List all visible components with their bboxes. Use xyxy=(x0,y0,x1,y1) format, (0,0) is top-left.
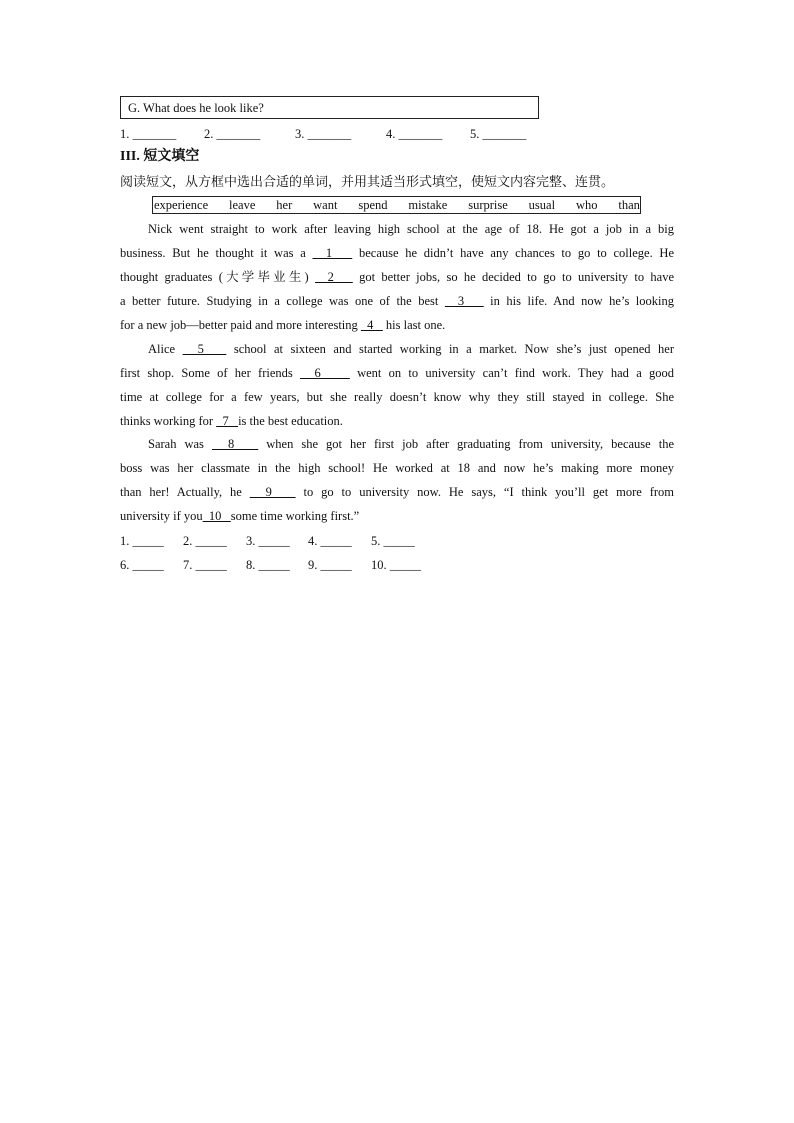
word-bank-item: than xyxy=(618,198,640,212)
word-bank-item: mistake xyxy=(408,198,448,212)
paragraph-nick xyxy=(120,217,674,337)
section-instructions: 阅读短文，从方框中选出合适的单词，并用其适当形式填空，使短文内容完整、连贯。 xyxy=(120,174,615,189)
blank-1[interactable]: 1 xyxy=(312,246,353,260)
word-bank-item: want xyxy=(313,198,338,212)
text-line: boss was her classmate in the high school! He worked at 18 and now he’s making more money xyxy=(120,461,674,475)
word-bank-item: spend xyxy=(358,198,388,212)
text-line: business. But he thought it was a 1 because he didn’t have any chances to go to college. He xyxy=(120,246,674,260)
text-line: thought graduates (大学毕业生) 2 got better jobs, so he decided to go to university to have xyxy=(120,270,674,284)
answer-blank[interactable]: 1. _______ xyxy=(120,127,177,141)
part2-answer-row xyxy=(120,125,526,143)
part3-answer-row-2 xyxy=(120,556,421,574)
answer-blank[interactable]: 4. _______ xyxy=(386,127,443,141)
answer-blank[interactable]: 5. _____ xyxy=(371,534,415,548)
text-line: Nick went straight to work after leaving high school at the age of 18. He got a job in a big xyxy=(148,222,674,236)
option-g-text: G. What does he look like? xyxy=(128,101,264,115)
text-line: thinks working for 7 is the best education. xyxy=(120,414,343,428)
word-bank-item: who xyxy=(575,198,598,212)
answer-blank[interactable]: 8. _____ xyxy=(246,558,290,572)
answer-blank[interactable]: 5. _______ xyxy=(470,127,527,141)
blank-4[interactable]: 4 xyxy=(360,318,383,332)
text-line: first shop. Some of her friends 6 went on to university can’t find work. They had a good xyxy=(120,366,675,380)
blank-10[interactable]: 10 xyxy=(202,509,231,523)
blank-6[interactable]: 6 xyxy=(300,366,350,380)
answer-blank[interactable]: 4. _____ xyxy=(308,534,352,548)
section-title: III. 短文填空 xyxy=(120,149,200,164)
text-line: than her! Actually, he 9 to go to university now. He says, “I think you’ll get more from xyxy=(120,485,675,499)
blank-8[interactable]: 8 xyxy=(211,437,259,451)
answer-blank[interactable]: 3. _____ xyxy=(246,534,290,548)
paragraph-sarah xyxy=(120,432,674,528)
word-bank-item: surprise xyxy=(468,198,508,212)
answer-blank[interactable]: 2. _______ xyxy=(204,127,261,141)
option-g-box xyxy=(120,96,539,119)
word-bank-item: leave xyxy=(229,198,256,212)
word-bank-item: experience xyxy=(154,198,209,212)
answer-blank[interactable]: 10. _____ xyxy=(371,558,421,572)
answer-blank[interactable]: 1. _____ xyxy=(120,534,164,548)
text-line: for a new job—better paid and more interesting 4 his last one. xyxy=(120,318,446,332)
text-line: Sarah was 8 when she got her first job after graduating from university, because the xyxy=(148,437,675,451)
blank-7[interactable]: 7 xyxy=(216,414,239,428)
answer-blank[interactable]: 6. _____ xyxy=(120,558,164,572)
answer-blank[interactable]: 2. _____ xyxy=(183,534,227,548)
word-bank-item: her xyxy=(276,198,293,212)
blank-2[interactable]: 2 xyxy=(314,270,353,284)
text-line: time at college for a few years, but she really doesn’t know why they still stayed in college. She xyxy=(120,390,674,404)
answer-blank[interactable]: 7. _____ xyxy=(183,558,227,572)
blank-5[interactable]: 5 xyxy=(182,342,227,356)
word-bank-item: usual xyxy=(528,198,556,212)
text-line: a better future. Studying in a college was one of the best 3 in his life. And now he’s looking xyxy=(120,294,675,308)
text-line: university if you 10 some time working first.” xyxy=(120,509,360,523)
blank-9[interactable]: 9 xyxy=(249,485,296,499)
answer-blank[interactable]: 9. _____ xyxy=(308,558,352,572)
text-line: Alice 5 school at sixteen and started working in a market. Now she’s just opened her xyxy=(148,342,674,356)
answer-blank[interactable]: 3. _______ xyxy=(295,127,352,141)
word-bank-box xyxy=(152,196,641,214)
paragraph-alice xyxy=(120,337,674,433)
blank-3[interactable]: 3 xyxy=(444,294,484,308)
part3-answer-row-1 xyxy=(120,532,415,550)
